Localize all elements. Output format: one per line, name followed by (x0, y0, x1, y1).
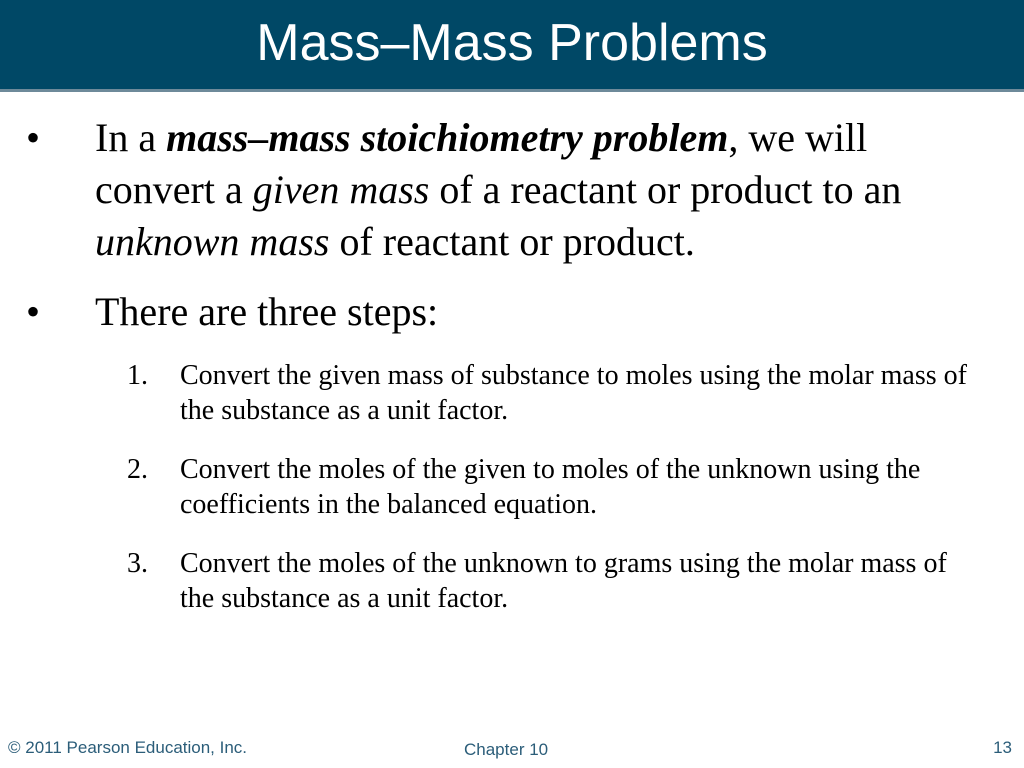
key-term-bold-italic: mass–mass stoichiometry problem (166, 115, 729, 160)
text-run: There are three steps: (95, 289, 439, 334)
page-number: 13 (993, 738, 1012, 757)
step-number: 2. (127, 454, 148, 485)
bullet-text (95, 286, 995, 338)
text-run: In a (95, 115, 167, 160)
key-term-italic: unknown mass (95, 219, 330, 264)
text-run: , we will convert a (95, 115, 868, 212)
text-run: of a reactant or product to an (429, 167, 902, 212)
footer-copyright: © 2011 Pearson Education, Inc. (8, 738, 248, 757)
step-number: 3. (127, 548, 148, 579)
slide-title: Mass–Mass Problems (256, 14, 768, 72)
step-text: Convert the moles of the unknown to grams using the molar mass of the substance as a unit factor. (180, 548, 947, 614)
bullet-marker: • (26, 115, 41, 160)
text-run: of reactant or product. (329, 219, 695, 264)
key-term-italic: given mass (252, 167, 430, 212)
title-bar (0, 0, 1024, 92)
step-text: Convert the given mass of substance to moles using the molar mass of the substance as a unit factor. (180, 360, 967, 426)
bullet-text (95, 112, 995, 268)
bullet-marker: • (26, 289, 41, 334)
step-number: 1. (127, 360, 148, 391)
footer-chapter: Chapter 10 (464, 740, 549, 759)
step-text: Convert the moles of the given to moles of the unknown using the coefficients in the balanced equation. (180, 454, 921, 520)
